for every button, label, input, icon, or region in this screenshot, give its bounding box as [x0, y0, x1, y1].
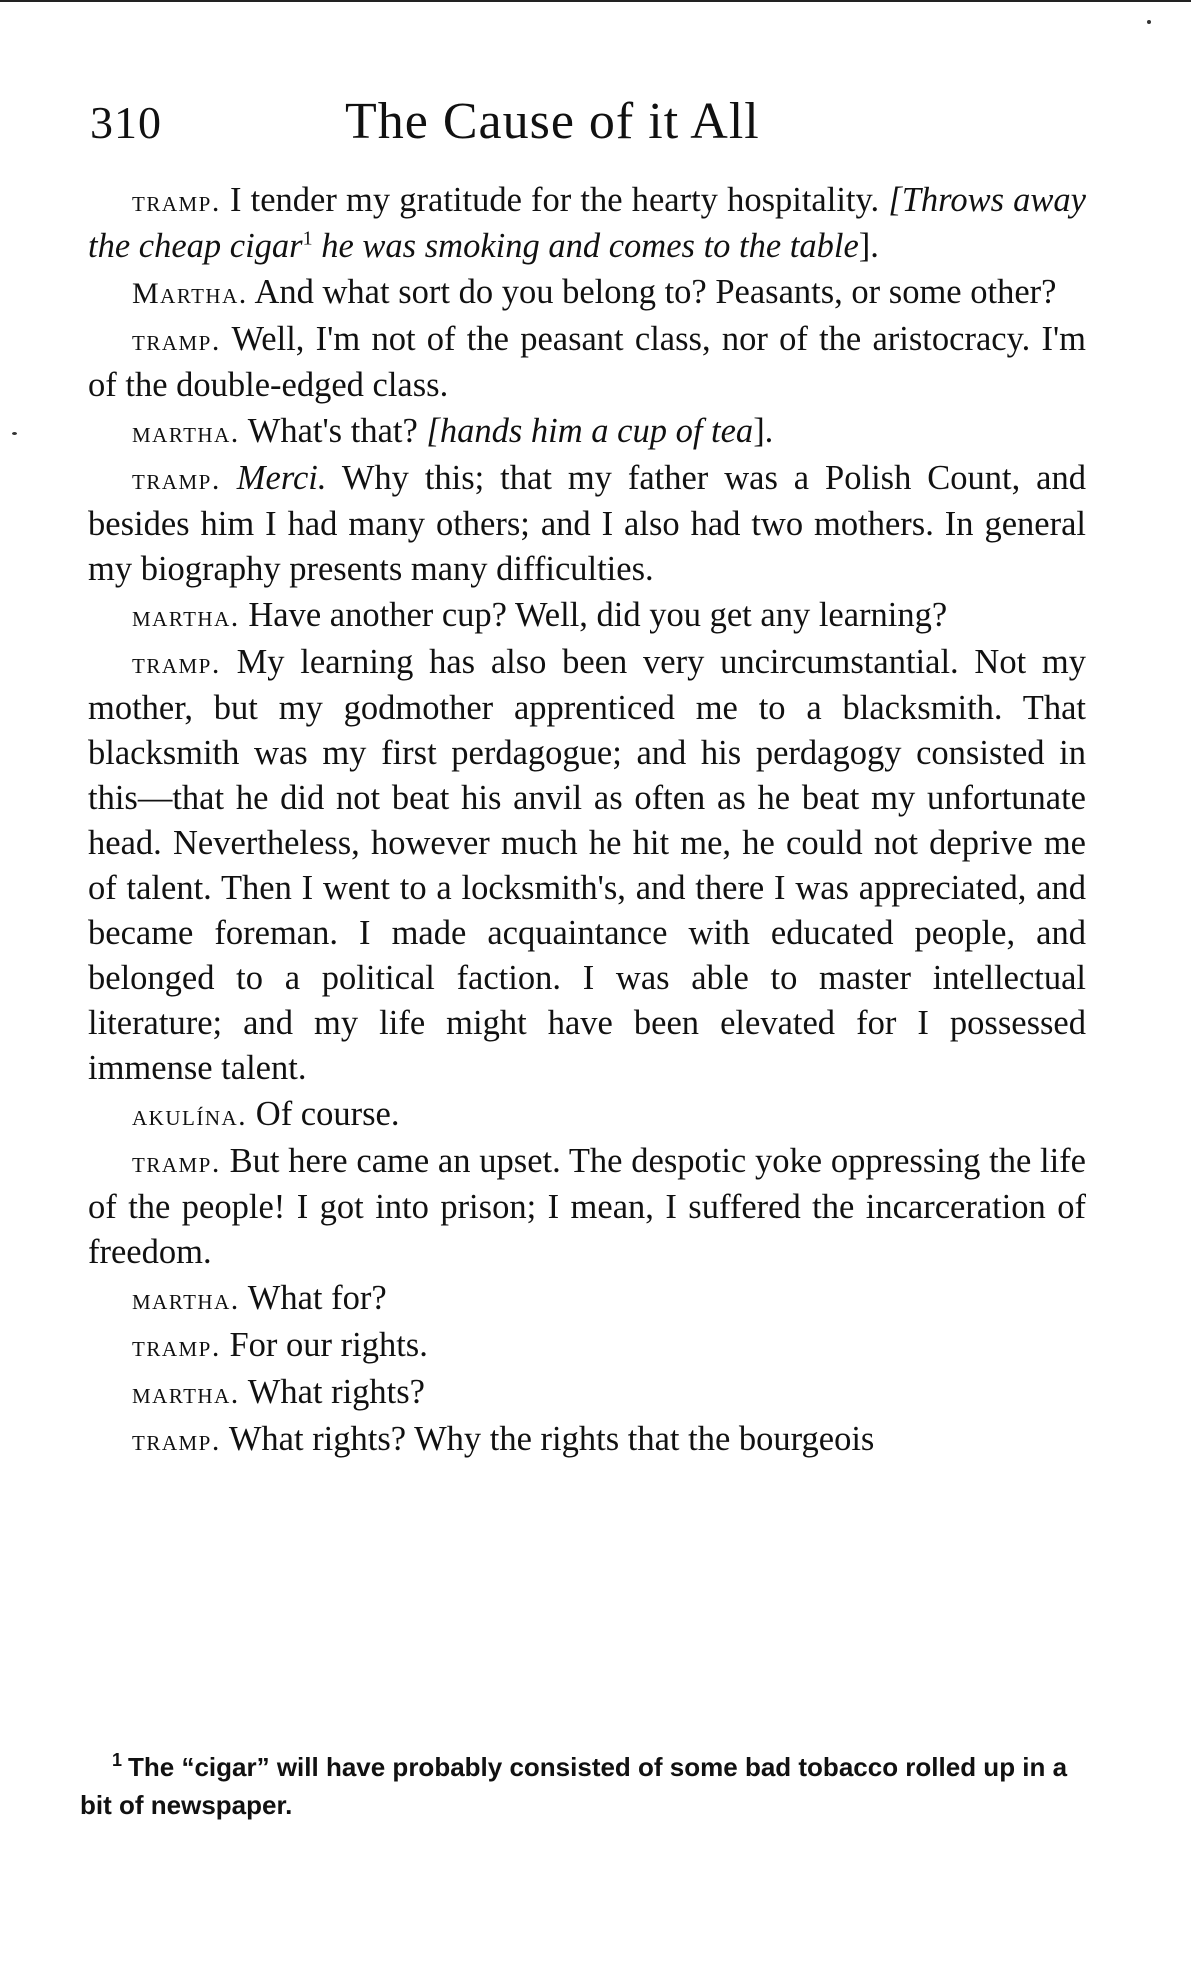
speaker-name: tramp. [132, 647, 221, 680]
dialogue-paragraph [88, 1092, 1086, 1138]
footnote-text: The “cigar” will have probably consisted of some bad tobacco rolled up in a bit of newspaper. [80, 1752, 1068, 1820]
stage-direction: [Throws away the cheap cigar [88, 181, 1086, 265]
dialogue-text: Have another cup? Well, did you get any learning? [239, 596, 948, 634]
print-speck [12, 432, 17, 435]
speaker-name: martha. [132, 600, 240, 633]
speaker-name: tramp. [132, 1146, 221, 1179]
page-top-edge [0, 0, 1191, 2]
stage-direction: [hands him a cup of tea [426, 412, 754, 450]
dialogue-paragraph [88, 178, 1086, 269]
dialogue-paragraph [88, 317, 1086, 408]
stage-direction: he was smoking and comes to the table [312, 227, 859, 265]
footnote-mark: 1 [112, 1750, 123, 1771]
speaker-name: martha. [132, 416, 240, 449]
print-speck [1147, 20, 1151, 24]
page-header [90, 92, 1090, 162]
dialogue-text: But here came an upset. The despotic yoke oppressing the life of the people! I got into prison; I mean, I suffered the incarceration of freedom. [88, 1142, 1086, 1271]
dialogue-text: For our rights. [220, 1326, 428, 1364]
dialogue-text: What rights? [239, 1373, 425, 1411]
dialogue-paragraph [88, 270, 1086, 316]
foreign-word: Merci. [220, 459, 327, 497]
dialogue-paragraph [88, 1323, 1086, 1369]
dialogue-paragraph [88, 1417, 1086, 1463]
dialogue-text: What's that? [239, 412, 427, 450]
dialogue-paragraph [88, 1370, 1086, 1416]
speaker-name: tramp. [132, 1330, 221, 1363]
dialogue-paragraph [88, 640, 1086, 1091]
speaker-name: martha. [132, 1283, 240, 1316]
dialogue-text: ]. [753, 412, 774, 450]
dialogue-text: And what sort do you belong to? Peasants, or some other? [247, 273, 1057, 311]
speaker-name: Martha. [132, 277, 248, 310]
dialogue-paragraph [88, 1276, 1086, 1322]
dialogue-text: What for? [239, 1279, 387, 1317]
speaker-name: tramp. [132, 324, 221, 357]
speaker-name: tramp. [132, 185, 221, 218]
speaker-name: akulína. [132, 1099, 248, 1132]
dialogue-paragraph [88, 593, 1086, 639]
dialogue-text: I tender my gratitude for the hearty hospitality. [220, 181, 889, 219]
dialogue-paragraph [88, 456, 1086, 592]
footnote [80, 1748, 1080, 1824]
dialogue-text: What rights? Why the rights that the bourgeois [220, 1420, 875, 1458]
dialogue-paragraph [88, 1139, 1086, 1275]
speaker-name: martha. [132, 1377, 240, 1410]
speaker-name: tramp. [132, 1424, 221, 1457]
dialogue-text: Well, I'm not of the peasant class, nor of the aristocracy. I'm of the double-edged class. [88, 320, 1086, 404]
speaker-name: tramp. [132, 463, 221, 496]
dialogue-text: Of course. [247, 1095, 400, 1133]
dialogue-text: Why this; that my father was a Polish Count, and besides him I had many others; and I also had two mothers. In general my biography presents many difficulties. [88, 459, 1086, 588]
play-text [88, 178, 1086, 1463]
dialogue-text: ]. [858, 227, 879, 265]
page-number: 310 [90, 97, 162, 148]
footnote-reference: 1 [302, 227, 313, 250]
dialogue-paragraph [88, 409, 1086, 455]
dialogue-text: My learning has also been very uncircumstantial. Not my mother, but my godmother apprenticed me to a blacksmith. That blacksmith was my first perdagogue; and his perdagogy consisted in this—that he did not beat his anvil as often as he beat my unfortunate head. Nevertheless, however much he hit me, he could not deprive me of talent. Then I went to a locksmith's, and there I was appreciated, and became foreman. I made acquaintance with educated people, and belonged to a political faction. I was able to master intellectual literature; and my life might have been elevated for I possessed immense talent. [88, 643, 1086, 1087]
running-title: The Cause of it All [345, 93, 760, 150]
